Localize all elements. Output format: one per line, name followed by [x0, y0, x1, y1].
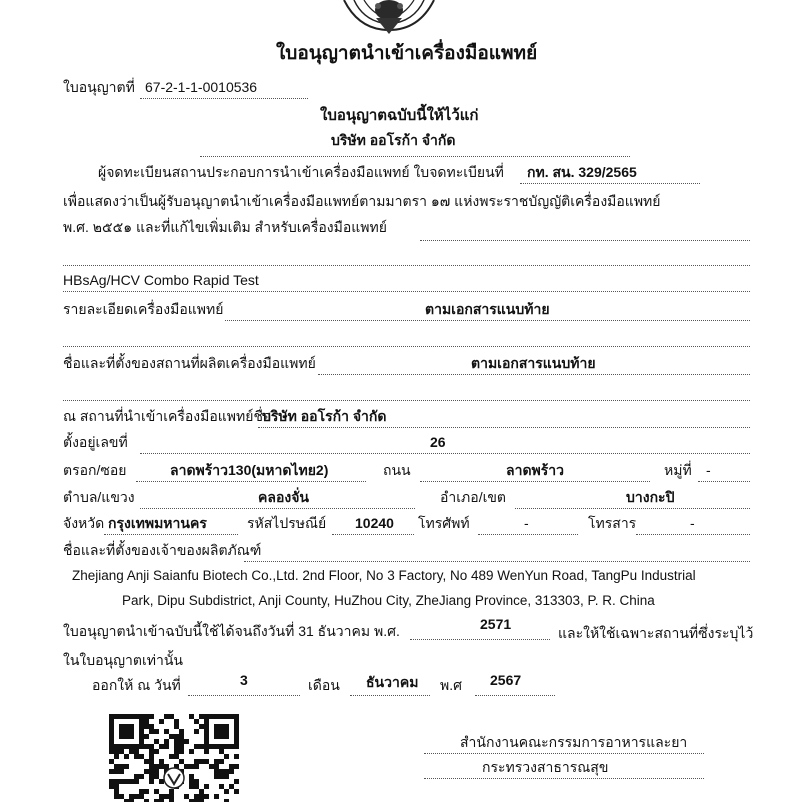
validity-suffix: และให้ใช้เฉพาะสถานที่ซึ่งระบุไว้	[558, 625, 754, 641]
registrant-text: ผู้จดทะเบียนสถานประกอบการนำเข้าเครื่องมือแพทย์ ใบจดทะเบียนที่	[98, 164, 504, 180]
owner-label: ชื่อและที่ตั้งของเจ้าของผลิตภัณฑ์	[63, 542, 262, 558]
purpose-line-2: พ.ศ. ๒๕๕๑ และที่แก้ไขเพิ่มเติม สำหรับเครื่องมือแพทย์	[63, 219, 387, 235]
document-title: ใบอนุญาตนำเข้าเครื่องมือแพทย์	[276, 43, 538, 64]
dotted-line	[478, 534, 578, 535]
postcode-value: 10240	[355, 515, 394, 531]
dotted-line	[520, 183, 700, 184]
road-value: ลาดพร้าว	[506, 462, 565, 478]
owner-address-line-1: Zhejiang Anji Saianfu Biotech Co.,Ltd. 2nd Floor, No 3 Factory, No 489 WenYun Road, TangPu Industrial	[72, 568, 696, 583]
garuda-emblem-icon	[334, 0, 444, 36]
dotted-line	[63, 265, 750, 266]
validity-text: ใบอนุญาตนำเข้าฉบับนี้ใช้ได้จนถึงวันที่ 31 ธันวาคม พ.ศ.	[63, 623, 400, 639]
dotted-line	[200, 156, 630, 157]
registration-number: กท. สน. 329/2565	[527, 164, 637, 180]
dotted-line	[63, 291, 750, 292]
month-label: เดือน	[308, 677, 340, 693]
issued-month: ธันวาคม	[366, 674, 419, 690]
device-details-value: ตามเอกสารแนบท้าย	[425, 301, 550, 317]
dotted-line	[63, 400, 750, 401]
dotted-line	[140, 508, 415, 509]
device-details-label: รายละเอียดเครื่องมือแพทย์	[63, 301, 224, 317]
dotted-line	[515, 508, 750, 509]
purpose-line-1: เพื่อแสดงว่าเป็นผู้รับอนุญาตนำเข้าเครื่องมือแพทย์ตามมาตรา ๑๗ แห่งพระราชบัญญัติเครื่องมือแพทย์	[63, 193, 661, 209]
company-name: บริษัท ออโรก้า จำกัด	[331, 132, 456, 148]
validity-line-2: ในใบอนุญาตเท่านั้น	[63, 652, 184, 668]
dotted-line	[188, 695, 300, 696]
device-name: HBsAg/HCV Combo Rapid Test	[63, 272, 259, 288]
manufacturer-site-label: ชื่อและที่ตั้งของสถานที่ผลิตเครื่องมือแพทย์	[63, 355, 316, 371]
dotted-line	[420, 240, 750, 241]
issued-day: 3	[240, 672, 248, 688]
dotted-line	[424, 778, 704, 779]
subdistrict-label: ตำบล/แขวง	[63, 489, 135, 505]
year-label: พ.ศ	[440, 677, 463, 693]
qr-code-icon	[107, 712, 241, 802]
province-label: จังหวัด	[63, 515, 105, 531]
phone-label: โทรศัพท์	[418, 515, 470, 531]
fax-label: โทรสาร	[588, 515, 637, 531]
owner-address-line-2: Park, Dipu Subdistrict, Anji County, HuZhou City, ZheJiang Province, 313303, P. R. China	[122, 593, 655, 608]
dotted-line	[140, 453, 750, 454]
manufacturer-site-value: ตามเอกสารแนบท้าย	[471, 355, 596, 371]
phone-value: -	[524, 515, 529, 531]
dotted-line	[636, 534, 750, 535]
issued-to-heading: ใบอนุญาตฉบับนี้ให้ไว้แก่	[320, 107, 479, 124]
soi-value: ลาดพร้าว130(มหาดไทย2)	[170, 462, 329, 478]
province-value: กรุงเทพมหานคร	[108, 515, 207, 531]
district-label: อำเภอ/เขต	[440, 489, 507, 505]
import-site-label: ณ สถานที่นำเข้าเครื่องมือแพทย์ชื่อ	[63, 408, 272, 424]
road-label: ถนน	[383, 462, 411, 478]
moo-label: หมู่ที่	[664, 462, 692, 478]
postcode-label: รหัสไปรษณีย์	[247, 515, 327, 531]
address-no-label: ตั้งอยู่เลขที่	[63, 434, 128, 450]
dotted-line	[258, 427, 750, 428]
license-number-label: ใบอนุญาตที่	[63, 79, 135, 95]
district-value: บางกะปิ	[626, 489, 675, 505]
import-site-value: บริษัท ออโรก้า จำกัด	[262, 408, 387, 424]
agency-line-1: สำนักงานคณะกรรมการอาหารและยา	[460, 734, 688, 750]
agency-line-2: กระทรวงสาธารณสุข	[482, 759, 609, 775]
dotted-line	[63, 346, 750, 347]
dotted-line	[424, 753, 704, 754]
dotted-line	[332, 534, 414, 535]
dotted-line	[410, 639, 550, 640]
dotted-line	[698, 481, 750, 482]
dotted-line	[420, 481, 650, 482]
validity-year: 2571	[480, 616, 512, 632]
dotted-line	[140, 98, 308, 99]
moo-value: -	[706, 462, 711, 478]
dotted-line	[350, 695, 430, 696]
dotted-line	[136, 481, 366, 482]
dotted-line	[318, 374, 750, 375]
subdistrict-value: คลองจั่น	[258, 489, 309, 505]
issued-label: ออกให้ ณ วันที่	[92, 677, 181, 693]
issued-year: 2567	[490, 672, 522, 688]
fax-value: -	[690, 515, 695, 531]
dotted-line	[244, 561, 750, 562]
dotted-line	[225, 320, 750, 321]
soi-label: ตรอก/ซอย	[63, 462, 127, 478]
dotted-line	[475, 695, 555, 696]
license-number: 67-2-1-1-0010536	[145, 79, 258, 95]
dotted-line	[104, 534, 238, 535]
address-no: 26	[430, 434, 446, 450]
